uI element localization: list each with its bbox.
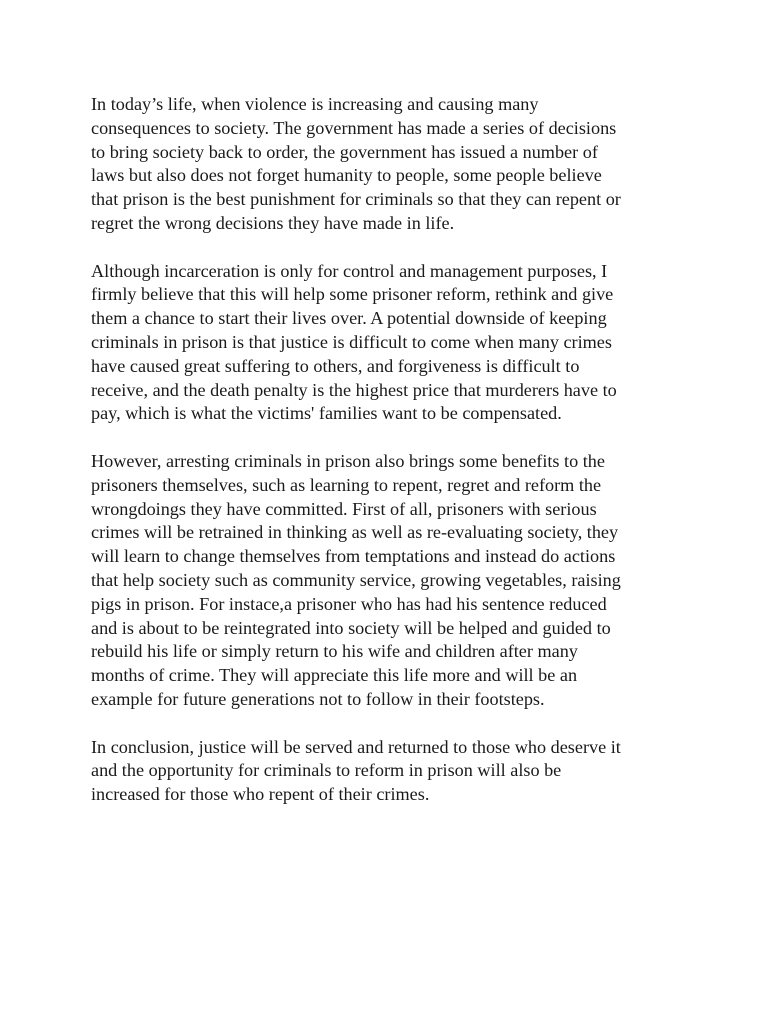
- paragraph-prisoner-benefits: However, arresting criminals in prison also brings some benefits to the prisoners themselves, such as learning to repent, regret and reform the wrongdoings they have committed. First of all, prisoners with serious crimes will be retrained in thinking as well as re-evaluating society, they will learn to change themselves from temptations and instead do actions that help society such as community service, growing vegetables, raising pigs in prison. For instace,a prisoner who has had his sentence reduced and is about to be reintegrated into society will be helped and guided to rebuild his life or simply return to his wife and children after many months of crime. They will appreciate this life more and will be an example for future generations not to follow in their footsteps.: [91, 450, 621, 709]
- paragraph-incarceration-downside: Although incarceration is only for control and management purposes, I firmly believe that this will help some prisoner reform, rethink and give them a chance to start their lives over. A potential downside of keeping criminals in prison is that justice is difficult to come when many crimes have caused great suffering to others, and forgiveness is difficult to receive, and the death penalty is the highest price that murderers have to pay, which is what the victims' families want to be compensated.: [91, 260, 617, 424]
- document-body: [91, 93, 691, 831]
- paragraph-introduction: In today’s life, when violence is increasing and causing many consequences to society. The government has made a series of decisions to bring society back to order, the government has issued a number of laws but also does not forget humanity to people, some people believe that prison is the best punishment for criminals so that they can repent or regret the wrong decisions they have made in life.: [91, 94, 621, 233]
- paragraph-conclusion: In conclusion, justice will be served and returned to those who deserve it and the opportunity for criminals to reform in prison will also be increased for those who repent of their crimes.: [91, 736, 621, 805]
